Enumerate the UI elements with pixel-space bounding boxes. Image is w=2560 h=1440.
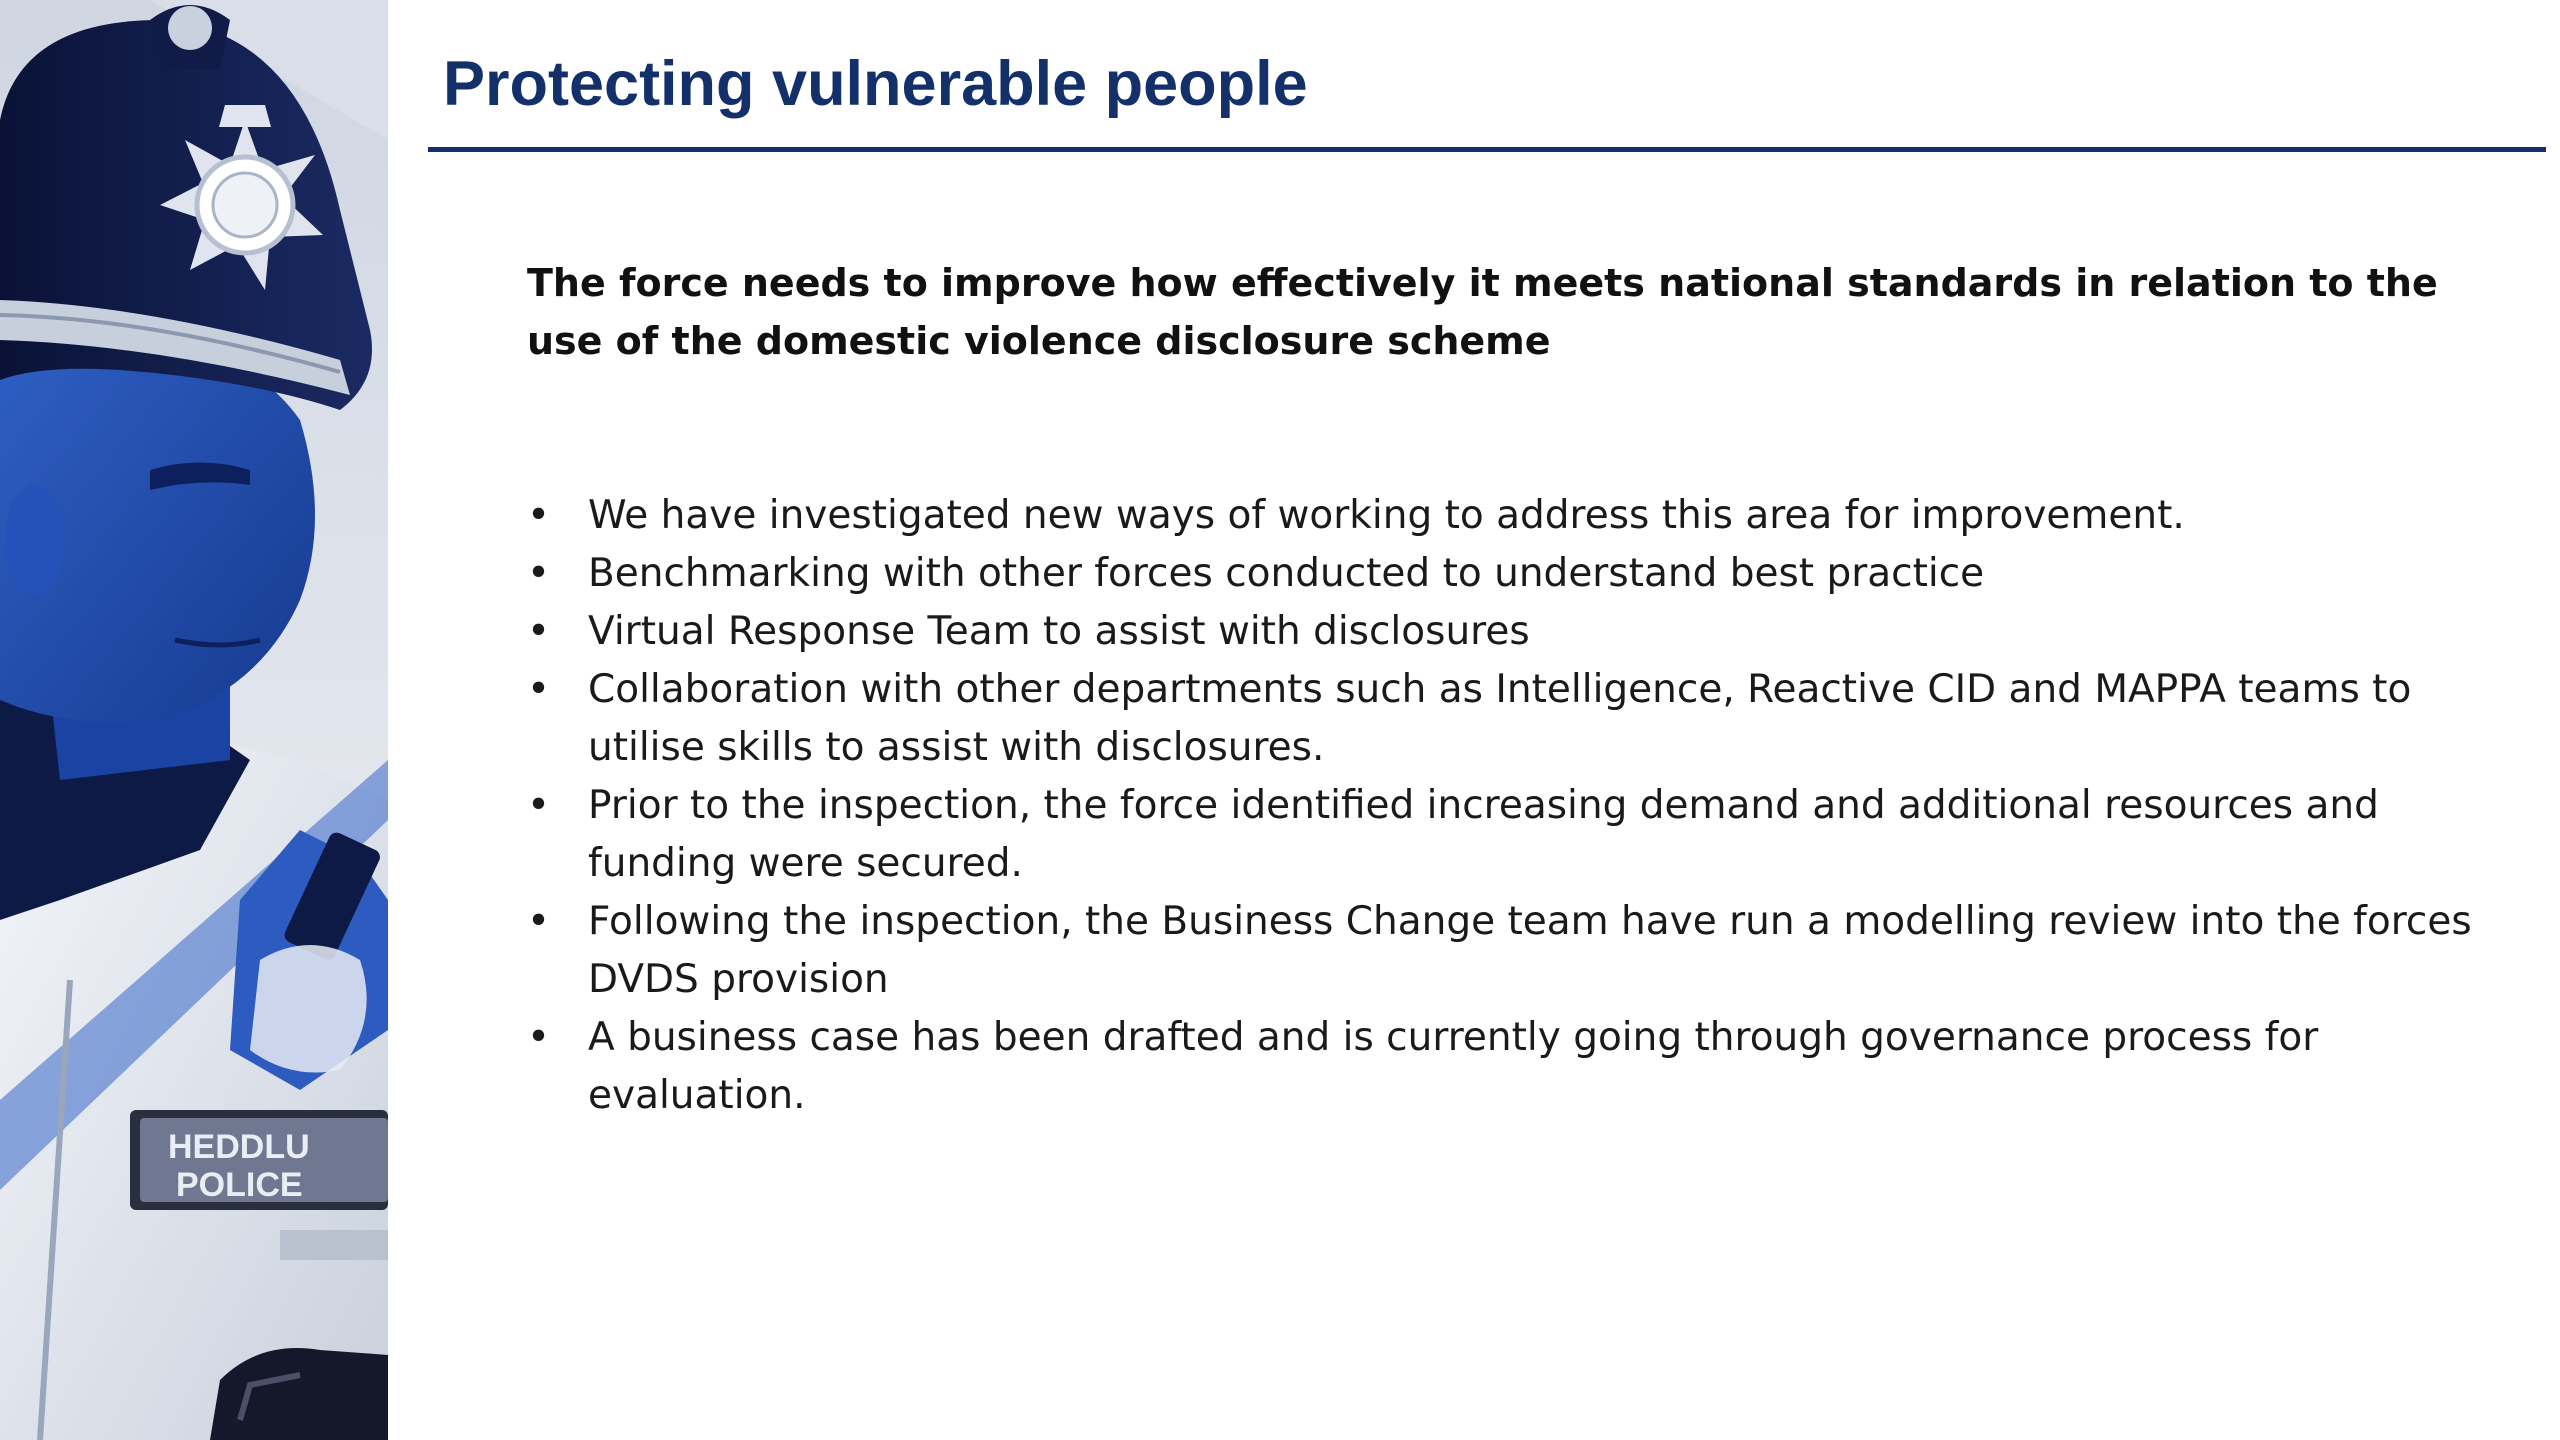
bullet-icon: • (527, 899, 551, 944)
bullet-text: A business case has been drafted and is currently going through governance process for evaluation. (588, 1015, 2319, 1118)
bullet-list (527, 487, 2487, 1125)
bullet-icon: • (527, 1015, 551, 1060)
bullet-item (527, 777, 2487, 893)
bullet-icon: • (527, 783, 551, 828)
bullet-text: We have investigated new ways of working to address this area for improvement. (588, 493, 2185, 538)
bullet-text: Following the inspection, the Business Change team have run a modelling review into the forces DVDS provision (588, 899, 2472, 1002)
bullet-item (527, 545, 2487, 603)
bullet-item (527, 603, 2487, 661)
bullet-icon: • (527, 667, 551, 712)
slide-title: Protecting vulnerable people (443, 49, 1308, 119)
bullet-icon: • (527, 609, 551, 654)
bullet-icon: • (527, 551, 551, 596)
bullet-text: Collaboration with other departments such as Intelligence, Reactive CID and MAPPA teams to utilise skills to assist with disclosures. (588, 667, 2412, 770)
police-officer-photo (0, 0, 388, 1440)
lead-statement: The force needs to improve how effectively it meets national standards in relation to the use of the domestic violence disclosure scheme (527, 261, 2438, 363)
svg-text:HEDDLU: HEDDLU (168, 1128, 310, 1166)
bullet-icon: • (527, 493, 551, 538)
bullet-text: Virtual Response Team to assist with disclosures (588, 609, 1530, 654)
title-divider (428, 147, 2546, 152)
bullet-text: Benchmarking with other forces conducted to understand best practice (588, 551, 1985, 596)
bullet-item (527, 893, 2487, 1009)
bullet-item (527, 661, 2487, 777)
bullet-item (527, 487, 2487, 545)
bullet-text: Prior to the inspection, the force identified increasing demand and additional resources and funding were secured. (588, 783, 2379, 886)
police-name-badge (130, 1110, 388, 1210)
bullet-item (527, 1009, 2487, 1125)
svg-text:POLICE: POLICE (176, 1166, 303, 1204)
